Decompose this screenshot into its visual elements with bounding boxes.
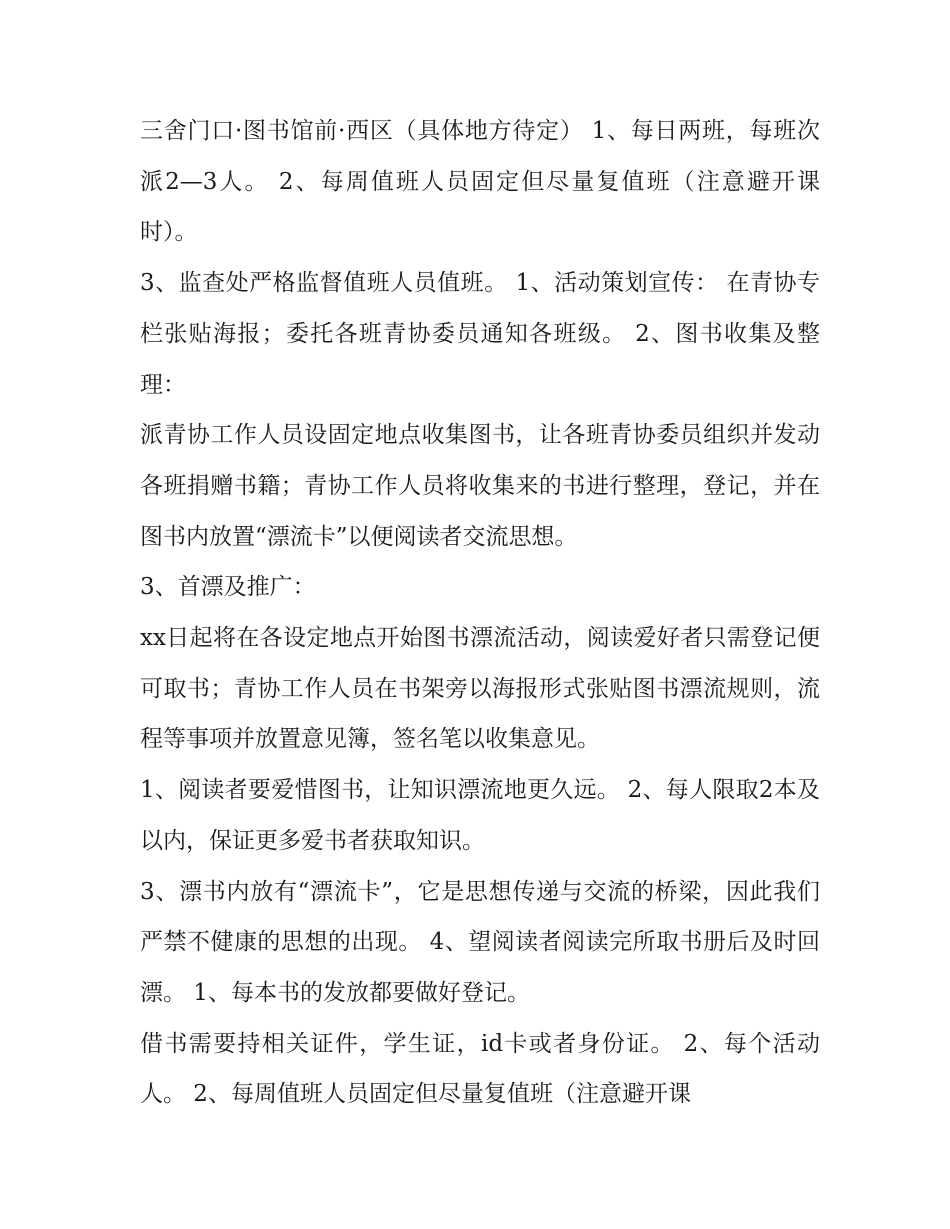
paragraph-book-collection: 派青协工作人员设固定地点收集图书，让各班青协委员组织并发动各班捐赠书籍；青协工作人员将收集来的书进行整理，登记，并在图书内放置“漂流卡”以便阅读者交流思想。 <box>140 422 820 550</box>
paragraph-reader-rules: 1、阅读者要爱惜图书，让知识漂流地更久远。 2、每人限取2本及以内，保证更多爱书者获取知识。 <box>140 777 820 854</box>
paragraph-drift-launch: xx日起将在各设定地点开始图书漂流活动，阅读爱好者只需登记便可取书；青协工作人员在书架旁以海报形式张贴图书漂流规则，流程等事项并放置意见簿，签名笔以收集意见。 <box>140 625 820 753</box>
paragraph-first-drift-heading: 3、首漂及推广： <box>140 574 316 601</box>
paragraph-drift-card: 3、漂书内放有“漂流卡”，它是思想传递与交流的桥梁，因此我们严禁不健康的思想的出现。 4、望阅读者阅读完所取书册后及时回漂。 1、每本书的发放都要做好登记。 <box>140 878 820 1006</box>
paragraph-borrowing-id: 借书需要持相关证件，学生证，id卡或者身份证。 2、每个活动人。 2、每周值班人员固定但尽量复值班（注意避开课 <box>140 1030 820 1108</box>
paragraph-supervision-publicity: 3、监查处严格监督值班人员值班。 1、活动策划宣传： 在青协专栏张贴海报；委托各班青协委员通知各班级。 2、图书收集及整理： <box>140 270 820 398</box>
document-body <box>140 106 820 1120</box>
paragraph-duty-locations: 三舍门口·图书馆前·西区（具体地方待定） 1、每日两班，每班次派2—3人。 2、每周值班人员固定但尽量复值班（注意避开课时）。 <box>140 118 820 246</box>
